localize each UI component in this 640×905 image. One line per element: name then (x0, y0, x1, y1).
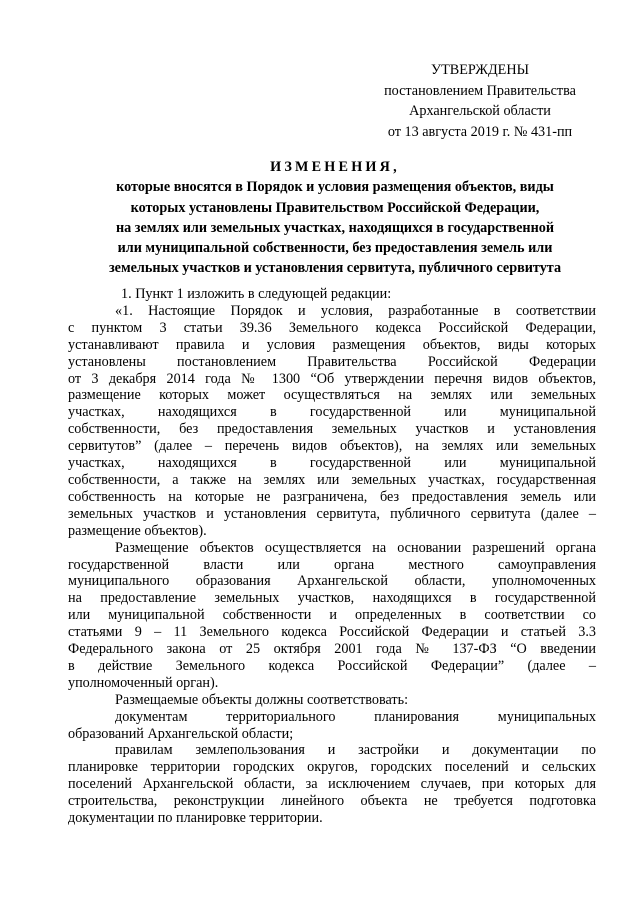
paragraph-land-use-rules (68, 742, 596, 827)
title-heading: ИЗМЕНЕНИЯ, (270, 159, 400, 175)
paragraph-placement-basis (68, 540, 596, 692)
text-line: участках, находящихся в государственной или муниципальной (68, 404, 596, 421)
text-line: документации по планировке территории. (68, 810, 323, 827)
text-line: правилам землепользования и застройки и документации по (115, 742, 596, 759)
text-line: сервитутов” (далее – перечень видов объектов), на землях или земельных (68, 438, 596, 455)
text-line: в действие Земельного кодекса Российской Федерации” (далее – (68, 657, 596, 674)
text-line: земельных участков и установления сервитута, публичного сервитута (далее – (68, 505, 596, 522)
text-line: Размещение объектов осуществляется на основании разрешений органа (115, 539, 596, 556)
document-title (70, 157, 600, 279)
text-line: статьями 9 – 11 Земельного кодекса Российской Федерации и статьей 3.3 (68, 624, 596, 641)
text-line: размещение которых может осуществляться на землях или земельных (68, 387, 596, 404)
text-line: муниципального образования Архангельской области, уполномоченных (68, 573, 596, 590)
text-line: государственной власти или органа местного самоуправления (68, 556, 596, 573)
document-body (68, 286, 596, 827)
approval-line: от 13 августа 2019 г. № 431-пп (387, 123, 573, 140)
approval-line: УТВЕРЖДЕНЫ (431, 62, 529, 78)
title-line: которые вносятся в Порядок и условия размещения объектов, виды (116, 179, 554, 196)
text-line: уполномоченный орган). (68, 674, 219, 691)
text-line: Федерального закона от 25 октября 2001 года № 137-ФЗ “О введении (68, 641, 596, 658)
paragraph-item-1 (115, 286, 596, 303)
text-line: участках, находящихся в государственной или муниципальной (68, 455, 596, 472)
text-line: документам территориального планирования муниципальных (115, 708, 596, 725)
text-line: планировке территории городских округов, городских поселений и сельских (68, 759, 596, 776)
paragraph-requirements (68, 692, 596, 709)
text-line: строительства, реконструкции линейного объекта не требуется подготовка (68, 793, 596, 810)
text-line: или муниципальной собственности и определенных в соответствии со (68, 607, 596, 624)
title-line: которых установлены Правительством Российской Федерации, (130, 199, 540, 216)
title-line: земельных участков и установления сервитута, публичного сервитута (108, 260, 562, 277)
approval-line: Архангельской области (409, 103, 551, 119)
title-line: или муниципальной собственности, без предоставления земель или (117, 240, 553, 257)
text-line: установлены постановлением Правительства Российской Федерации (68, 353, 596, 370)
title-line: на землях или земельных участках, находящихся в государственной (115, 219, 555, 236)
text-line: Размещаемые объекты должны соответствовать: (115, 691, 409, 708)
text-line: с пунктом 3 статьи 39.36 Земельного кодекса Российской Федерации, (68, 319, 596, 336)
text-line: собственности, а также на землях или земельных участках, государственная (68, 471, 596, 488)
text-line: «1. Настоящие Порядок и условия, разработанные в соответствии (115, 302, 596, 319)
text-line: образований Архангельской области; (68, 725, 294, 742)
text-line: устанавливают правила и условия размещения объектов, виды которых (68, 336, 596, 353)
text-line: 1. Пункт 1 изложить в следующей редакции: (121, 286, 392, 302)
text-line: собственность на которые не разграничена, без предоставления земель или (68, 488, 596, 505)
text-line: собственности, без предоставления земельных участков и установления (68, 421, 596, 438)
text-line: на предоставление земельных участков, находящихся в государственной (68, 590, 596, 607)
text-line: размещение объектов). (68, 522, 207, 539)
text-line: поселений Архангельской области, за исключением случаев, при которых для (68, 776, 596, 793)
text-line: от 3 декабря 2014 года № 1300 “Об утверждении перечня видов объектов, (68, 370, 596, 387)
paragraph-territorial-planning (68, 709, 596, 743)
paragraph-item-1-text (68, 303, 596, 540)
approval-stamp (360, 60, 600, 142)
approval-line: постановлением Правительства (384, 82, 576, 99)
